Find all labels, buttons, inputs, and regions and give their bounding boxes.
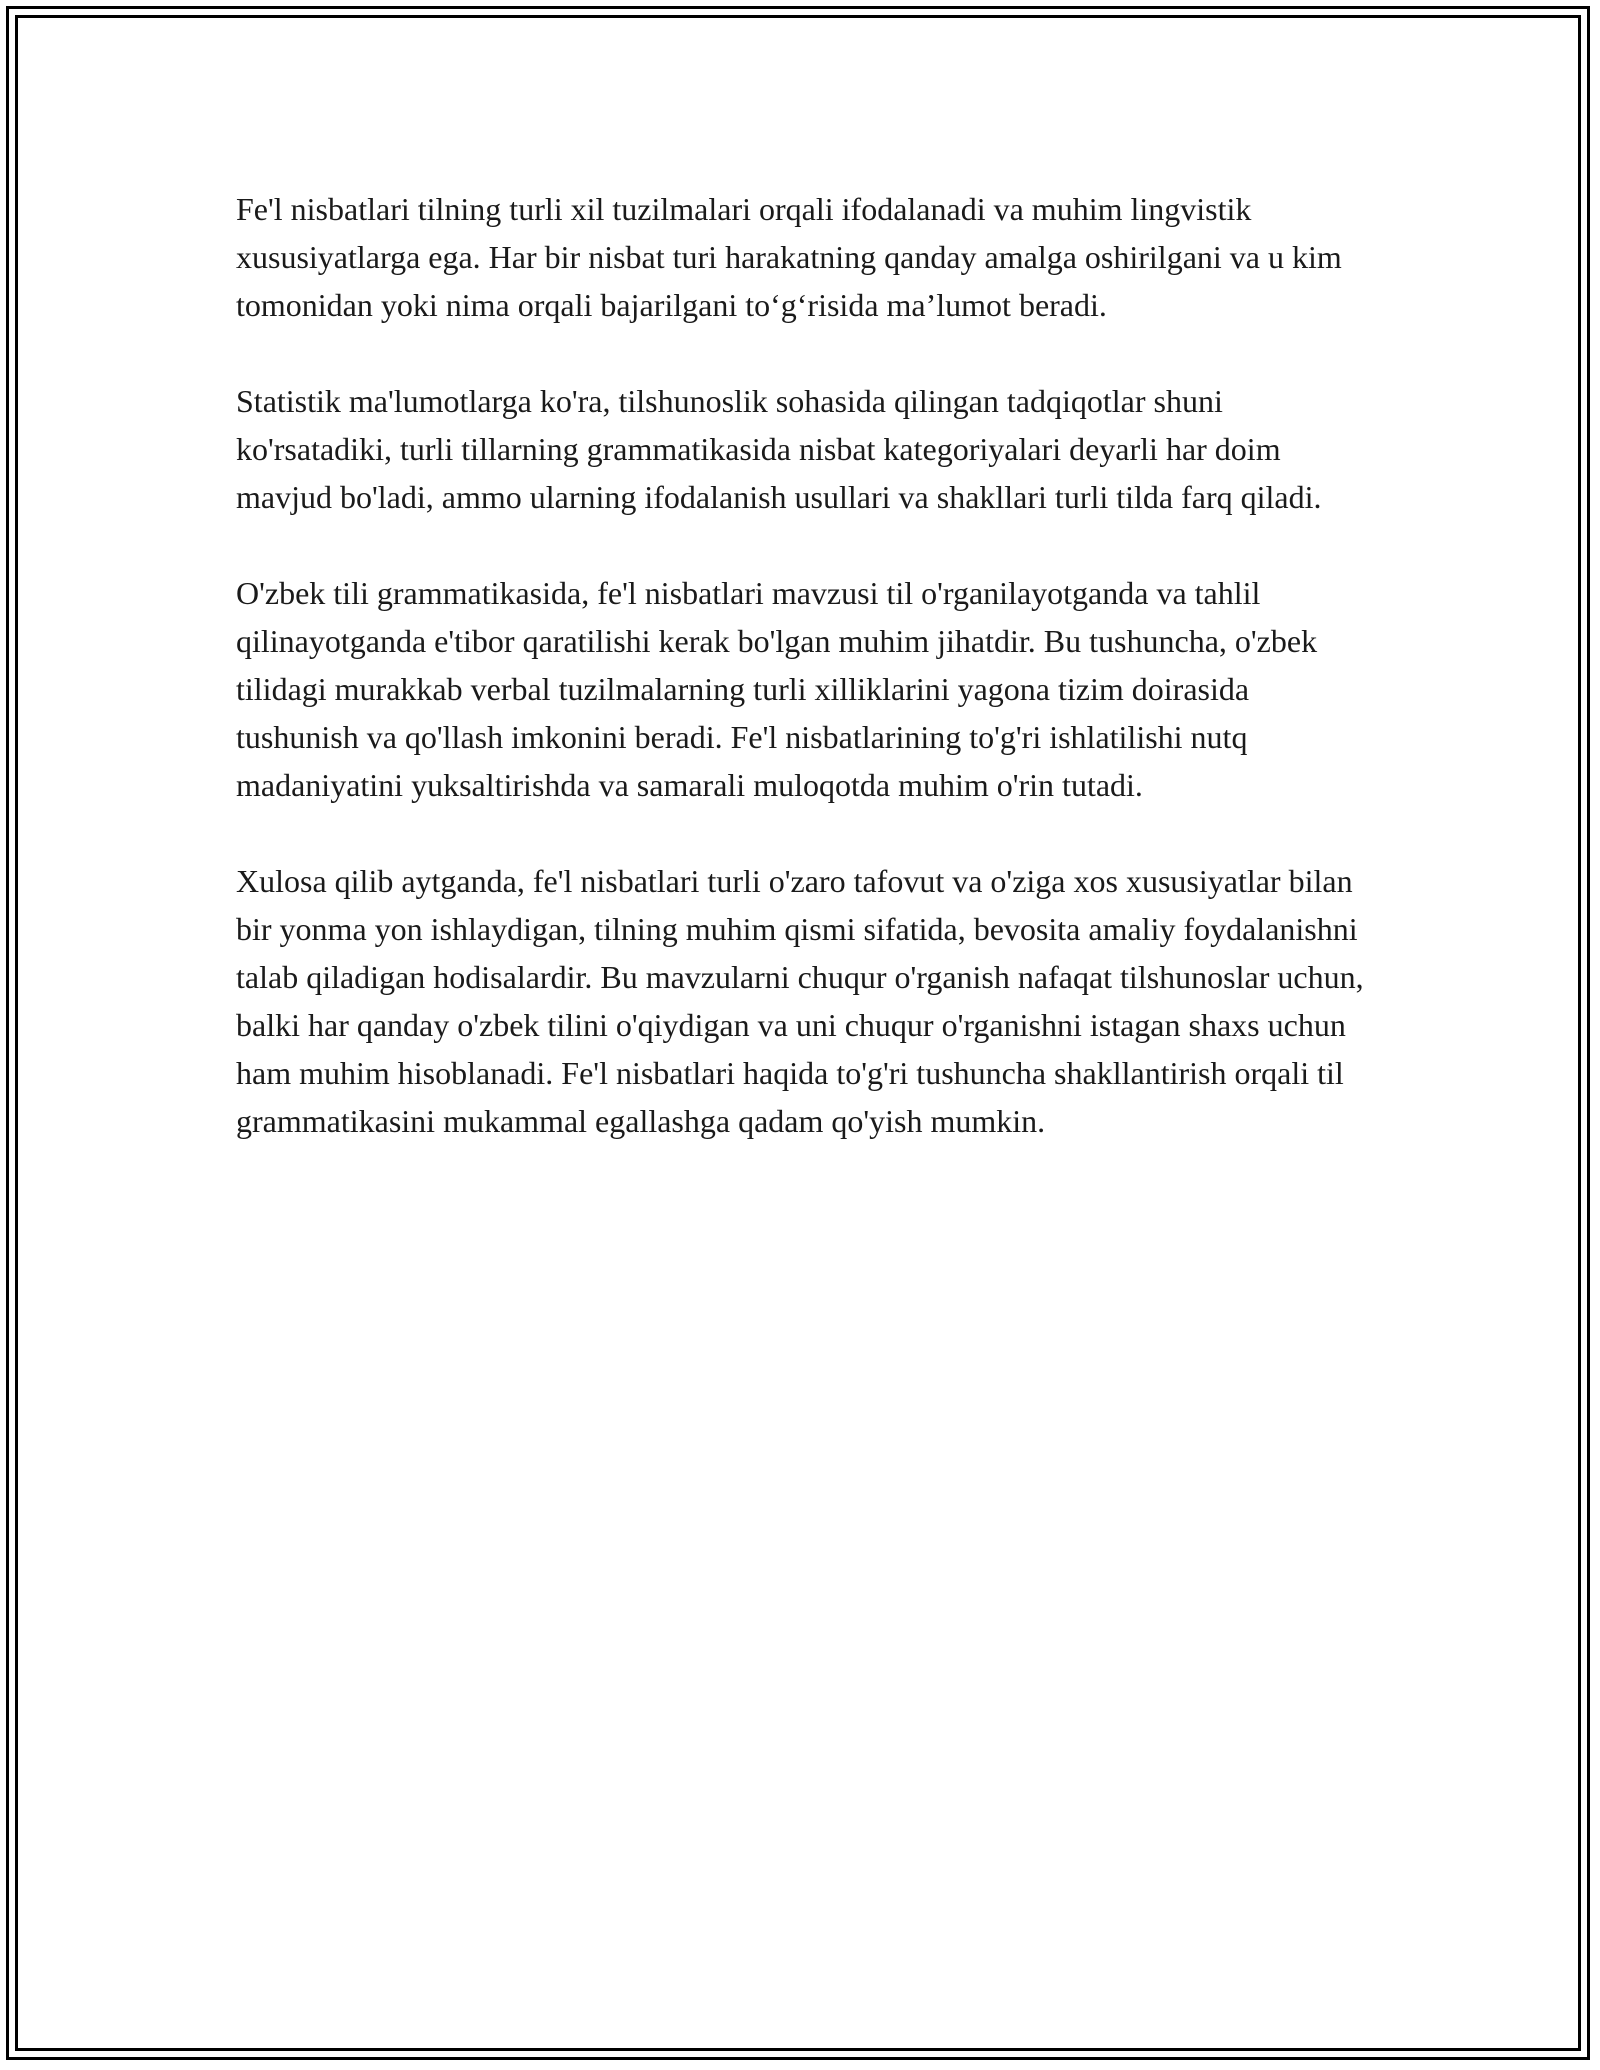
paragraph-3: O'zbek tili grammatikasida, fe'l nisbatlari mavzusi til o'rganilayotganda va tahlil qilinayotganda e'tibor qaratilishi kerak bo'lgan muhim jihatdir. Bu tushuncha, o'zbek tilidagi murakkab verbal tuzilmalarning turli xilliklarini yagona tizim doirasida tushunish va qo'llash imkonini beradi. Fe'l nisbatlarining to'g'ri ishlatilishi nutq madaniyatini yuksaltirishda va samarali muloqotda muhim o'rin tutadi. [236,575,1318,803]
paragraph-1: Fe'l nisbatlari tilning turli xil tuzilmalari orqali ifodalanadi va muhim lingvistik xususiyatlarga ega. Har bir nisbat turi harakatning qanday amalga oshirilgani va u kim tomonidan yoki nima orqali bajarilgani to‘g‘risida ma’lumot beradi. [236,191,1342,323]
paragraph-4: Xulosa qilib aytganda, fe'l nisbatlari turli o'zaro tafovut va o'ziga xos xususiyatlar bilan bir yonma yon ishlaydigan, tilning muhim qismi sifatida, bevosita amaliy foydalanishni talab qiladigan hodisalardir. Bu mavzularni chuqur o'rganish nafaqat tilshunoslar uchun, balki har qanday o'zbek tilini o'qiydigan va uni chuqur o'rganishni istagan shaxs uchun ham muhim hisoblanadi. Fe'l nisbatlari haqida to'g'ri tushuncha shakllantirish orqali til grammatikasini mukammal egallashga qadam qo'yish mumkin. [236,863,1364,1139]
document-body [236,185,1371,1193]
paragraph-2: Statistik ma'lumotlarga ko'ra, tilshunoslik sohasida qilingan tadqiqotlar shuni ko'rsatadiki, turli tillarning grammatikasida nisbat kategoriyalari deyarli har doim mavjud bo'ladi, ammo ularning ifodalanish usullari va shakllari turli tilda farq qiladi. [236,383,1322,515]
